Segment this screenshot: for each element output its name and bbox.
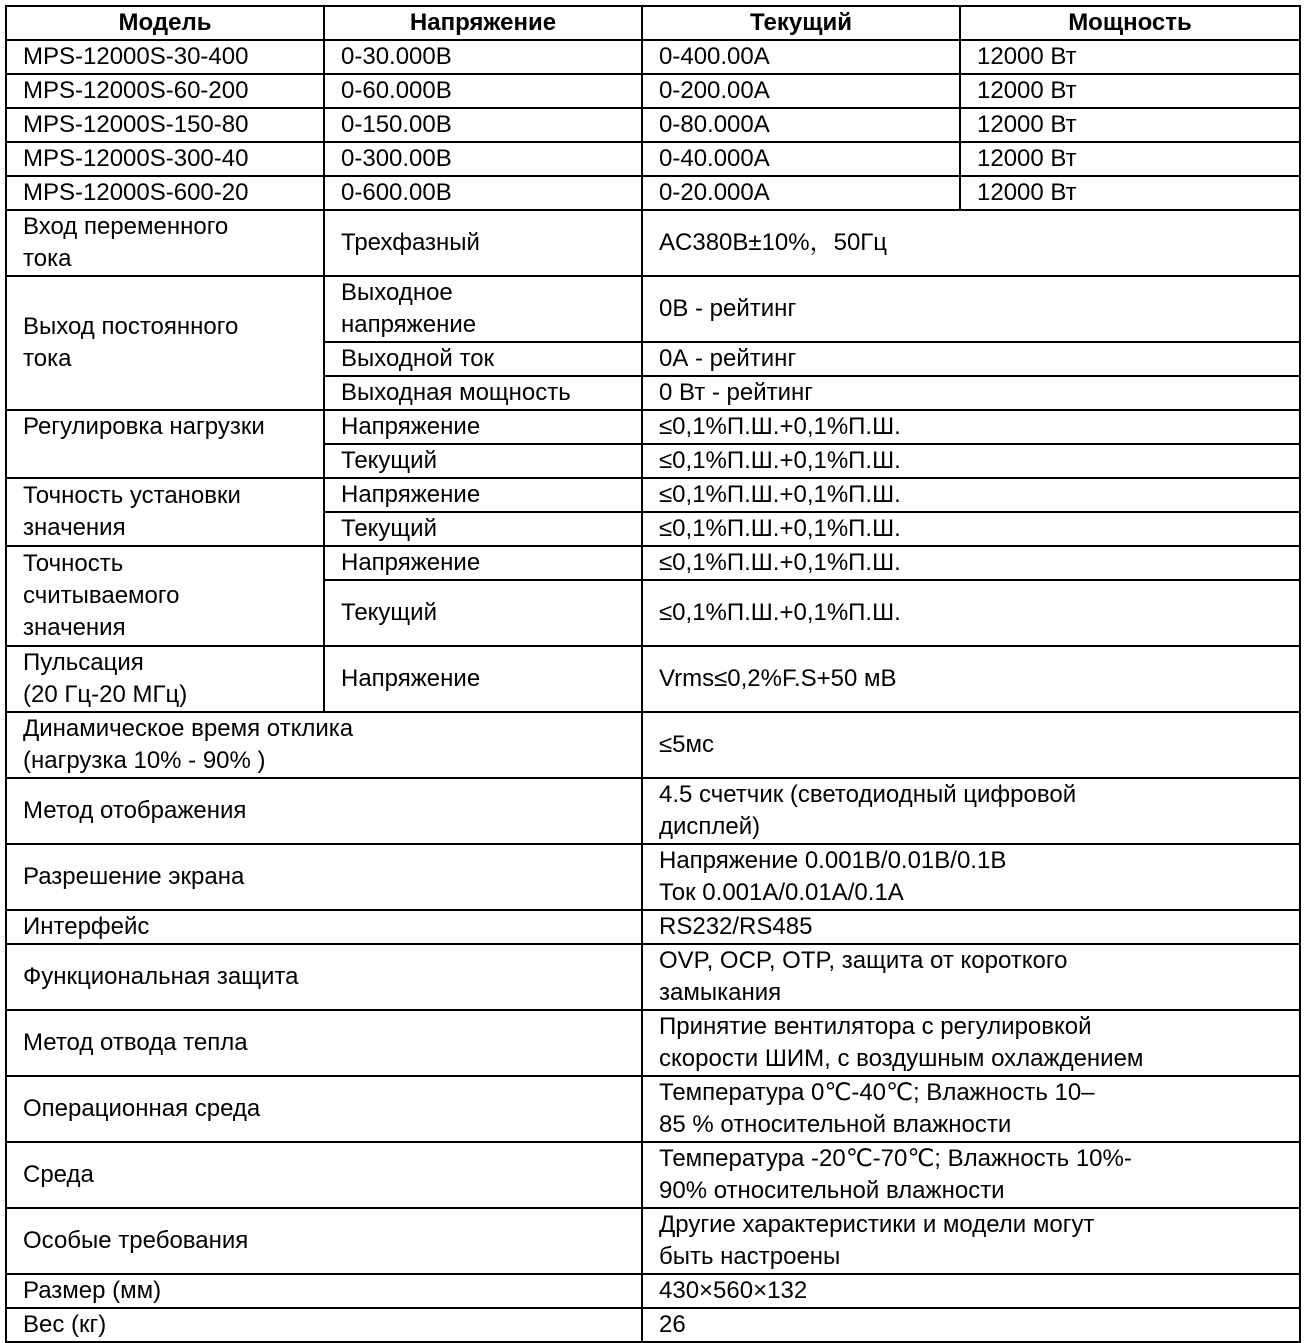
spec-value: 430×560×132 <box>642 1274 1300 1308</box>
table-row <box>6 176 1300 210</box>
spec-label: Функциональная защита <box>6 944 642 1010</box>
header-current: Текущий <box>642 6 960 40</box>
spec-value-line: замыкания <box>659 979 782 1006</box>
spec-value <box>642 1208 1300 1274</box>
dc-output-value: 0 Вт - рейтинг <box>642 376 1300 410</box>
ac-input-label-line: Вход переменного <box>23 213 229 240</box>
dc-output-sub <box>324 276 642 342</box>
set-accuracy-value: ≤0,1%П.Ш.+0,1%П.Ш. <box>642 512 1300 546</box>
set-accuracy-label-line: значения <box>23 514 126 541</box>
spec-label: Особые требования <box>6 1208 642 1274</box>
model-power: 12000 Вт <box>960 142 1300 176</box>
spec-value <box>642 1076 1300 1142</box>
set-accuracy-label <box>6 478 324 546</box>
spec-value-line: скорости ШИМ, с воздушным охлаждением <box>659 1045 1144 1072</box>
set-accuracy-label-line: Точность установки <box>23 482 241 509</box>
spec-value <box>642 944 1300 1010</box>
spec-value-line: быть настроены <box>659 1243 841 1270</box>
load-regulation-sub: Текущий <box>324 444 642 478</box>
ripple-label <box>6 646 324 712</box>
spec-label: Среда <box>6 1142 642 1208</box>
spec-value: 26 <box>642 1308 1300 1342</box>
header-row <box>6 6 1300 40</box>
header-power: Мощность <box>960 6 1300 40</box>
spec-value <box>642 778 1300 844</box>
dc-output-sub: Выходная мощность <box>324 376 642 410</box>
load-regulation-label: Регулировка нагрузки <box>6 410 324 478</box>
model-voltage: 0-150.00В <box>324 108 642 142</box>
spec-label <box>6 712 642 778</box>
dc-output-sub: Выходной ток <box>324 342 642 376</box>
spec-table <box>5 5 1301 1343</box>
spec-row <box>6 1308 1300 1342</box>
table-row <box>6 74 1300 108</box>
read-accuracy-label-line: значения <box>23 614 126 641</box>
load-regulation-value: ≤0,1%П.Ш.+0,1%П.Ш. <box>642 444 1300 478</box>
model-power: 12000 Вт <box>960 176 1300 210</box>
set-accuracy-row <box>6 478 1300 512</box>
spec-value <box>642 844 1300 910</box>
spec-row <box>6 910 1300 944</box>
spec-row <box>6 844 1300 910</box>
spec-value-line: Другие характеристики и модели могут <box>659 1211 1095 1238</box>
spec-value <box>642 712 1300 778</box>
spec-row <box>6 1010 1300 1076</box>
ripple-sub: Напряжение <box>324 646 642 712</box>
read-accuracy-label-line: Точность <box>23 550 124 577</box>
spec-value-line: Напряжение 0.001В/0.01В/0.1В <box>659 847 1007 874</box>
model-power: 12000 Вт <box>960 40 1300 74</box>
model-name: MPS-12000S-300-40 <box>6 142 324 176</box>
read-accuracy-sub: Текущий <box>324 580 642 646</box>
load-regulation-sub: Напряжение <box>324 410 642 444</box>
spec-value-line: дисплей) <box>659 813 761 840</box>
spec-row <box>6 1208 1300 1274</box>
table-row <box>6 108 1300 142</box>
read-accuracy-label <box>6 546 324 646</box>
dc-output-label <box>6 276 324 410</box>
spec-value-line: 90% относительной влажности <box>659 1177 1005 1204</box>
ac-input-row <box>6 210 1300 276</box>
spec-label: Интерфейс <box>6 910 642 944</box>
model-current: 0-20.000А <box>642 176 960 210</box>
spec-label: Размер (мм) <box>6 1274 642 1308</box>
spec-value-line: Ток 0.001А/0.01А/0.1А <box>659 879 904 906</box>
dc-output-value: 0В - рейтинг <box>642 276 1300 342</box>
model-name: MPS-12000S-30-400 <box>6 40 324 74</box>
dc-output-row <box>6 276 1300 342</box>
dc-output-sub-line: Выходное <box>341 279 453 306</box>
model-power: 12000 Вт <box>960 108 1300 142</box>
spec-row <box>6 778 1300 844</box>
spec-value-line: ≤5мс <box>659 731 715 758</box>
model-voltage: 0-300.00В <box>324 142 642 176</box>
spec-value-line: 85 % относительной влажности <box>659 1111 1012 1138</box>
model-current: 0-400.00А <box>642 40 960 74</box>
model-voltage: 0-600.00В <box>324 176 642 210</box>
spec-label: Вес (кг) <box>6 1308 642 1342</box>
spec-value: RS232/RS485 <box>642 910 1300 944</box>
spec-value <box>642 1142 1300 1208</box>
spec-value-line: Температура 0℃-40℃; Влажность 10– <box>659 1079 1095 1106</box>
model-name: MPS-12000S-60-200 <box>6 74 324 108</box>
dc-output-value: 0А - рейтинг <box>642 342 1300 376</box>
ac-input-label <box>6 210 324 276</box>
model-voltage: 0-30.000В <box>324 40 642 74</box>
spec-label-line: (нагрузка 10% - 90% ) <box>23 747 266 774</box>
read-accuracy-sub: Напряжение <box>324 546 642 580</box>
read-accuracy-label-line: считываемого <box>23 582 180 609</box>
model-voltage: 0-60.000В <box>324 74 642 108</box>
table-row <box>6 40 1300 74</box>
model-current: 0-200.00А <box>642 74 960 108</box>
spec-row <box>6 712 1300 778</box>
spec-row <box>6 1142 1300 1208</box>
table-row <box>6 142 1300 176</box>
ripple-row <box>6 646 1300 712</box>
set-accuracy-sub: Текущий <box>324 512 642 546</box>
ripple-value: Vrms≤0,2%F.S+50 мВ <box>642 646 1300 712</box>
ripple-label-line: Пульсация <box>23 649 144 676</box>
set-accuracy-value: ≤0,1%П.Ш.+0,1%П.Ш. <box>642 478 1300 512</box>
ac-input-value: AC380В±10%，50Гц <box>642 210 1300 276</box>
spec-label: Операционная среда <box>6 1076 642 1142</box>
spec-value <box>642 1010 1300 1076</box>
ac-input-label-line: тока <box>23 245 72 272</box>
model-current: 0-40.000А <box>642 142 960 176</box>
read-accuracy-row <box>6 546 1300 580</box>
spec-row <box>6 1076 1300 1142</box>
dc-output-label-line: тока <box>23 345 72 372</box>
load-regulation-row <box>6 410 1300 444</box>
model-name: MPS-12000S-600-20 <box>6 176 324 210</box>
dc-output-label-line: Выход постоянного <box>23 313 239 340</box>
read-accuracy-value: ≤0,1%П.Ш.+0,1%П.Ш. <box>642 546 1300 580</box>
header-model: Модель <box>6 6 324 40</box>
read-accuracy-value: ≤0,1%П.Ш.+0,1%П.Ш. <box>642 580 1300 646</box>
spec-value-line: 4.5 счетчик (светодиодный цифровой <box>659 781 1077 808</box>
spec-label: Метод отображения <box>6 778 642 844</box>
dc-output-sub-line: напряжение <box>341 311 477 338</box>
spec-value-line: Температура -20℃-70℃; Влажность 10%- <box>659 1145 1132 1172</box>
model-name: MPS-12000S-150-80 <box>6 108 324 142</box>
ripple-label-line: (20 Гц-20 МГц) <box>23 681 188 708</box>
model-current: 0-80.000А <box>642 108 960 142</box>
header-voltage: Напряжение <box>324 6 642 40</box>
spec-value-line: Принятие вентилятора с регулировкой <box>659 1013 1092 1040</box>
ac-input-sub: Трехфазный <box>324 210 642 276</box>
spec-row <box>6 944 1300 1010</box>
spec-label: Разрешение экрана <box>6 844 642 910</box>
spec-row <box>6 1274 1300 1308</box>
set-accuracy-sub: Напряжение <box>324 478 642 512</box>
model-power: 12000 Вт <box>960 74 1300 108</box>
spec-value-line: OVP, OCP, OTP, защита от короткого <box>659 947 1068 974</box>
spec-label: Метод отвода тепла <box>6 1010 642 1076</box>
load-regulation-value: ≤0,1%П.Ш.+0,1%П.Ш. <box>642 410 1300 444</box>
spec-label-line: Динамическое время отклика <box>23 715 354 742</box>
